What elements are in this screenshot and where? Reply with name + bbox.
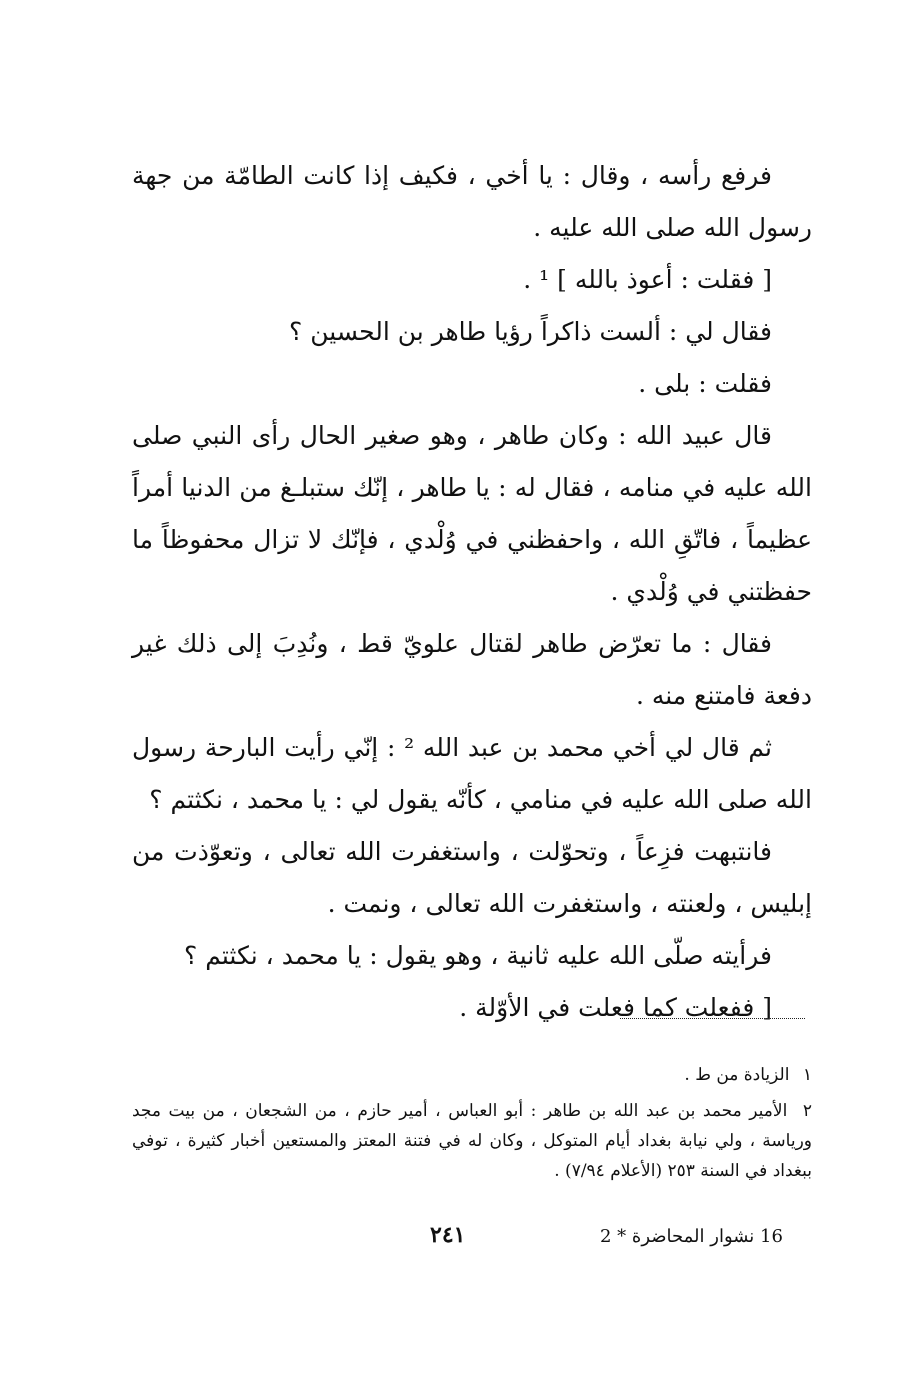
paragraph: [ فقلت : أعوذ بالله ] ¹ . (523, 265, 772, 294)
page-footer (0, 1222, 921, 1252)
paragraph: [ ففعلت كما فعلت في الأوّلة . (459, 993, 772, 1022)
paragraph: فرأيته صلّى الله عليه ثانية ، وهو يقول : يا محمد ، نكثتم ؟ (184, 941, 772, 970)
page-number: ٢٤١ (430, 1222, 466, 1248)
paragraph: ثم قال لي أخي محمد بن عبد الله ² : إنّي رأيت البارحة رسول الله صلى الله عليه في منامي ، كأنّه يقول لي : يا محمد ، نكثتم ؟ (132, 733, 812, 814)
footnote (132, 1096, 812, 1186)
paragraph: فقال لي : ألست ذاكراً رؤيا طاهر بن الحسين ؟ (289, 317, 772, 346)
footnote-separator (620, 1018, 805, 1019)
main-text (132, 150, 812, 1034)
paragraph: فقلت : بلى . (638, 369, 772, 398)
footnote-number: ٢ (802, 1101, 812, 1121)
footnote-text: الأمير محمد بن عبد الله بن طاهر : أبو العباس ، أمير حازم ، من الشجعان ، من بيت مجد ورياسة ، ولي نيابة بغداد أيام المتوكل ، وكان له في فتنة المعتز والمستعين أخبار كثيرة ، توفي ببغداد في السنة ٢٥٣ (الأعلام ٧/٩٤) . (132, 1101, 812, 1181)
footnote-text: الزيادة من ط . (684, 1065, 790, 1085)
footnote-number: ١ (802, 1065, 812, 1085)
printer-signature: 16 نشوار المحاضرة * 2 (600, 1226, 783, 1247)
paragraph: قال عبيد الله : وكان طاهر ، وهو صغير الحال رأى النبي صلى الله عليه في منامه ، فقال له : يا طاهر ، إنّك ستبلـغ من الدنيا أمراً عظيماً ، فاتّقِ الله ، واحفظني في وُلْدي ، فإنّك لا تزال محفوظاً ما حفظتني في وُلْدي . (132, 421, 812, 606)
paragraph: فقال : ما تعرّض طاهر لقتال علويّ قط ، ونُدِبَ إلى ذلك غير دفعة فامتنع منه . (132, 629, 812, 710)
paragraph: فانتبهت فزِعاً ، وتحوّلت ، واستغفرت الله تعالى ، وتعوّذت من إبليس ، ولعنته ، واستغفرت الله تعالى ، ونمت . (132, 837, 812, 918)
paragraph: فرفع رأسه ، وقال : يا أخي ، فكيف إذا كانت الطامّة من جهة رسول الله صلى الله عليه . (132, 161, 812, 242)
footnote (132, 1060, 812, 1090)
footnotes (132, 1060, 812, 1192)
